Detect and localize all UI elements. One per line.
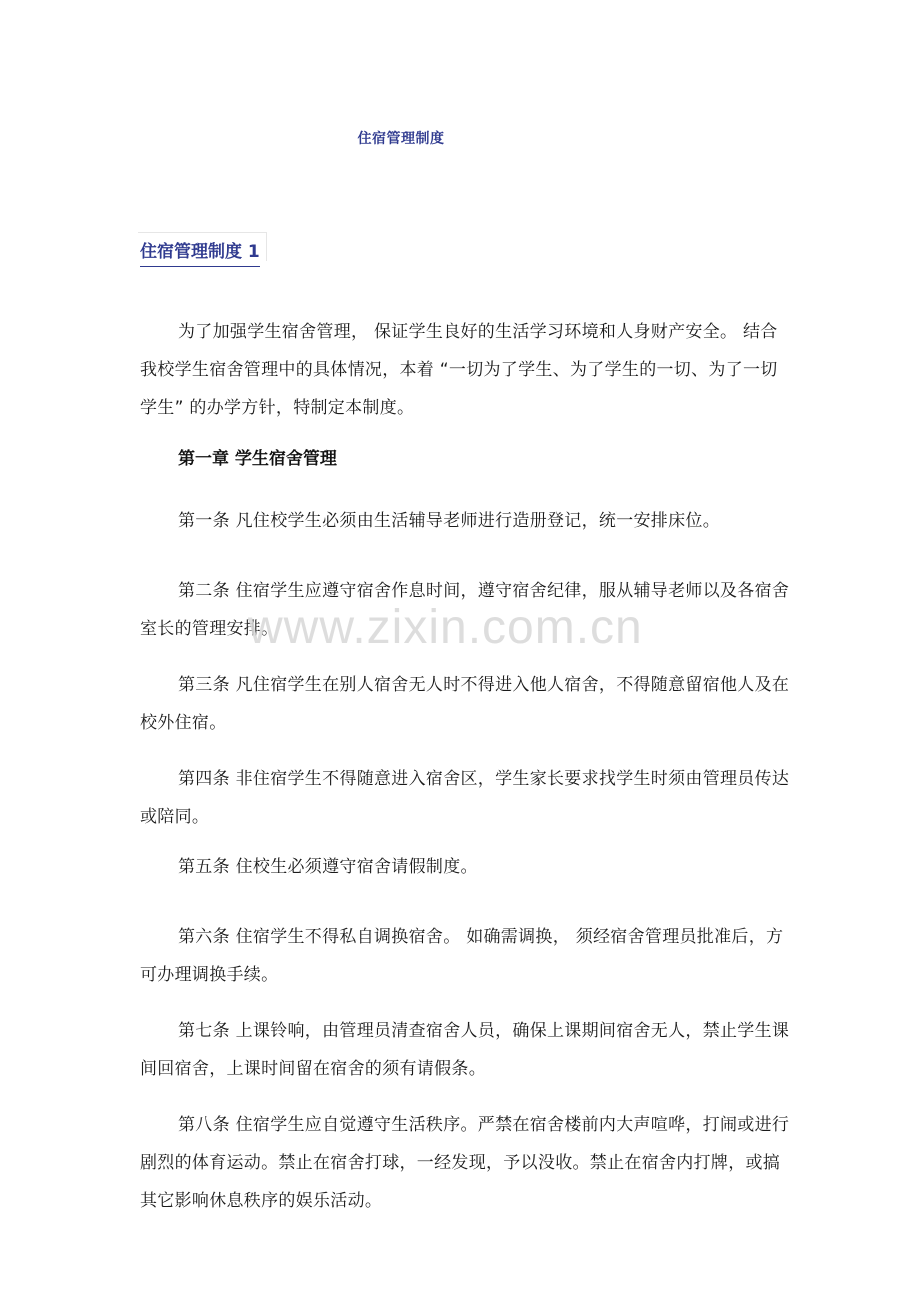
chapter-heading: 第一章 学生宿舍管理 [178, 449, 337, 469]
document-title: 住宿管理制度 [357, 131, 445, 147]
intro-paragraph: 为了加强学生宿舍管理， 保证学生良好的生活学习环境和人身财产安全。 结合我校学生宿舍管理中的具体情况，本着 “一切为了学生、为了学生的一切、为了一切学生” 的办学方针，特制定本制度。 [140, 322, 778, 418]
article-6: 第六条 住宿学生不得私自调换宿舍。 如确需调换， 须经宿舍管理员批准后，方可办理调换手续。 [140, 927, 784, 985]
article-7: 第七条 上课铃响，由管理员清查宿舍人员，确保上课期间宿舍无人，禁止学生课间回宿舍，上课时间留在宿舍的须有请假条。 [140, 1021, 790, 1079]
article-2: 第二条 住宿学生应遵守宿舍作息时间，遵守宿舍纪律，服从辅导老师以及各宿舍室长的管理安排。 [140, 581, 790, 639]
article-1: 第一条 凡住校学生必须由生活辅导老师进行造册登记，统一安排床位。 [178, 511, 721, 531]
article-4: 第四条 非住宿学生不得随意进入宿舍区，学生家长要求找学生时须由管理员传达或陪同。 [140, 769, 790, 827]
article-5: 第五条 住校生必须遵守宿舍请假制度。 [178, 857, 478, 877]
watermark: www.zixin.com.cn [248, 601, 643, 654]
article-8: 第八条 住宿学生应自觉遵守生活秩序。严禁在宿舍楼前内大声喧哗，打闹或进行剧烈的体育运动。禁止在宿舍打球，一经发现，予以没收。禁止在宿舍内打牌，或搞其它影响休息秩序的娱乐活动。 [140, 1115, 790, 1211]
article-3: 第三条 凡住宿学生在别人宿舍无人时不得进入他人宿舍，不得随意留宿他人及在校外住宿。 [140, 675, 790, 733]
section-heading: 住宿管理制度 1 [140, 235, 260, 267]
